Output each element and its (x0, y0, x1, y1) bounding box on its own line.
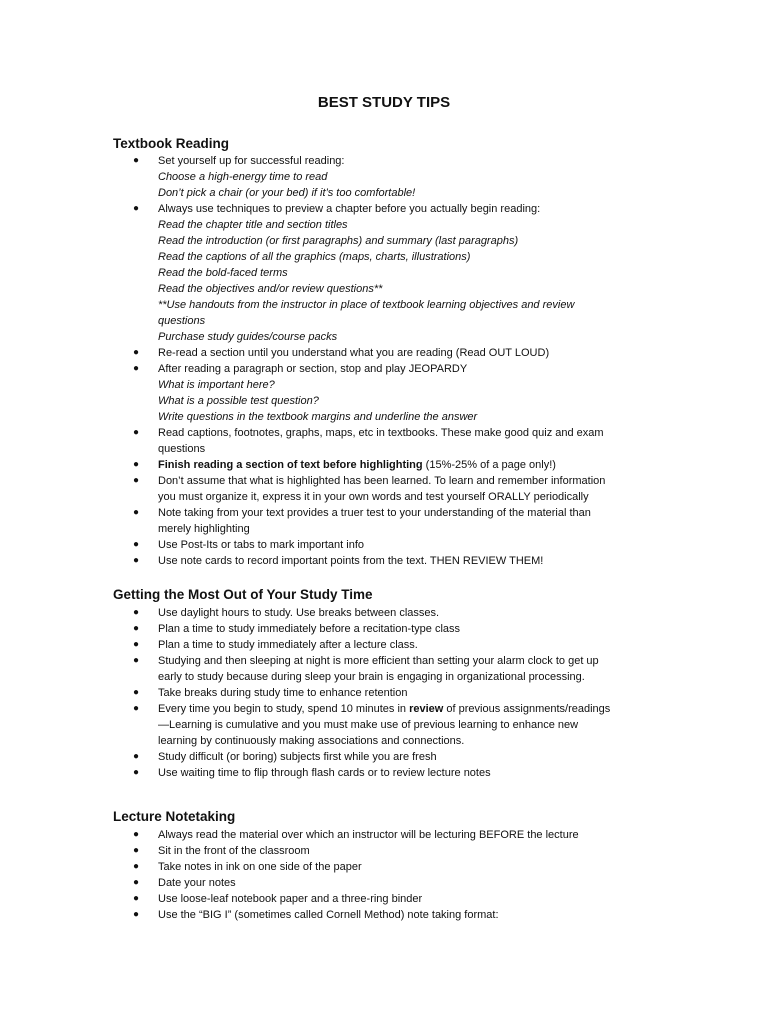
bullet-icon: ● (133, 845, 140, 856)
item-text: Use the “BIG I” (sometimes called Cornell Method) note taking format: (158, 909, 499, 921)
list-item (0, 859, 618, 875)
bullet-icon: ● (133, 363, 140, 374)
list-item (0, 891, 618, 907)
bullet-icon: ● (133, 909, 140, 920)
sub-item: Choose a high-energy time to read (158, 171, 328, 183)
item-text: Every time you begin to study, spend 10 minutes in (158, 703, 410, 715)
textbook-reading-list (0, 153, 618, 569)
list-item (0, 605, 618, 621)
sub-item: Don’t pick a chair (or your bed) if it’s too comfortable! (158, 187, 416, 199)
list-item (0, 701, 618, 749)
item-text: Take notes in ink on one side of the paper (158, 861, 362, 873)
item-text: Use daylight hours to study. Use breaks between classes. (158, 607, 440, 619)
item-text: Date your notes (158, 877, 236, 889)
bullet-icon: ● (133, 475, 140, 486)
item-text: (15%-25% of a page only!) (422, 459, 556, 471)
bullet-icon: ● (133, 829, 140, 840)
sub-item: Read the introduction (or first paragraphs) and summary (last paragraphs) (158, 235, 519, 247)
item-text: Sit in the front of the classroom (158, 845, 310, 857)
bullet-icon: ● (133, 703, 140, 714)
item-text: Use note cards to record important points from the text. THEN REVIEW THEM! (158, 555, 544, 567)
section-heading-study-time: Getting the Most Out of Your Study Time (113, 587, 373, 602)
list-item (0, 907, 618, 923)
sub-item: What is important here? (158, 379, 275, 391)
list-item (0, 425, 618, 457)
bullet-icon: ● (133, 687, 140, 698)
bullet-icon: ● (133, 555, 140, 566)
list-item (0, 553, 618, 569)
item-text: Use loose-leaf notebook paper and a three-ring binder (158, 893, 423, 905)
item-text: Use Post-Its or tabs to mark important info (158, 539, 365, 551)
bullet-icon: ● (133, 893, 140, 904)
bullet-icon: ● (133, 427, 140, 438)
sub-item: Read the bold-faced terms (158, 267, 288, 279)
list-item (0, 765, 618, 781)
list-item (0, 473, 618, 505)
list-item (0, 875, 618, 891)
list-item (0, 361, 618, 377)
item-bold-text: review (409, 703, 444, 715)
sub-item: Read the objectives and/or review questions** (158, 283, 383, 295)
item-text: of previous assignments/readings—Learning is cumulative and you must make use of previous learning to enhance new learning by continuously making associations and connections. (158, 703, 611, 747)
list-item (0, 843, 618, 859)
list-item (0, 153, 618, 169)
list-item (0, 201, 618, 217)
sub-item: Write questions in the textbook margins and underline the answer (158, 411, 478, 423)
sub-item: What is a possible test question? (158, 395, 319, 407)
sub-item: Purchase study guides/course packs (158, 331, 338, 343)
study-time-list (0, 605, 618, 781)
list-item (0, 457, 618, 473)
sub-item: Read the chapter title and section titles (158, 219, 348, 231)
item-text: Set yourself up for successful reading: (158, 155, 345, 167)
item-text: Plan a time to study immediately after a lecture class. (158, 639, 418, 651)
section-heading-textbook-reading: Textbook Reading (113, 136, 230, 151)
list-item (0, 685, 618, 701)
bullet-icon: ● (133, 655, 140, 666)
bullet-icon: ● (133, 539, 140, 550)
lecture-notetaking-list (0, 827, 618, 923)
bullet-icon: ● (133, 347, 140, 358)
list-item (0, 749, 618, 765)
item-text: Take breaks during study time to enhance retention (158, 687, 408, 699)
sub-item: Read the captions of all the graphics (maps, charts, illustrations) (158, 251, 471, 263)
bullet-icon: ● (133, 623, 140, 634)
item-text: Always use techniques to preview a chapter before you actually begin reading: (158, 203, 541, 215)
item-text: Use waiting time to flip through flash cards or to review lecture notes (158, 767, 491, 779)
item-text: Note taking from your text provides a truer test to your understanding of the material than merely highlighting (158, 507, 591, 535)
list-item (0, 827, 618, 843)
bullet-icon: ● (133, 155, 140, 166)
item-text: After reading a paragraph or section, stop and play JEOPARDY (158, 363, 468, 375)
bullet-icon: ● (133, 507, 140, 518)
list-item (0, 637, 618, 653)
section-heading-lecture-notetaking: Lecture Notetaking (113, 809, 236, 824)
bullet-icon: ● (133, 607, 140, 618)
bullet-icon: ● (133, 767, 140, 778)
item-text: Always read the material over which an instructor will be lecturing BEFORE the lecture (158, 829, 579, 841)
list-item (0, 621, 618, 637)
item-text: Read captions, footnotes, graphs, maps, etc in textbooks. These make good quiz and exam questions (158, 427, 604, 455)
bullet-icon: ● (133, 861, 140, 872)
item-text: Studying and then sleeping at night is more efficient than setting your alarm clock to get up early to study because during sleep your brain is engaging in organizational processing. (158, 655, 599, 683)
item-text: Don’t assume that what is highlighted has been learned. To learn and remember information you must organize it, express it in your own words and test yourself ORALLY periodically (158, 475, 606, 503)
item-text: Study difficult (or boring) subjects first while you are fresh (158, 751, 437, 763)
bullet-icon: ● (133, 459, 140, 470)
item-bold-text: Finish reading a section of text before highlighting (158, 459, 423, 471)
item-text: Re-read a section until you understand what you are reading (Read OUT LOUD) (158, 347, 550, 359)
list-item (0, 653, 618, 685)
sub-sub-item: **Use handouts from the instructor in place of textbook learning objectives and review questions (158, 299, 575, 327)
bullet-icon: ● (133, 639, 140, 650)
bullet-icon: ● (133, 877, 140, 888)
item-text: Plan a time to study immediately before a recitation-type class (158, 623, 461, 635)
bullet-icon: ● (133, 751, 140, 762)
list-item (0, 537, 618, 553)
page-title: BEST STUDY TIPS (317, 94, 451, 111)
list-item (0, 505, 618, 537)
list-item (0, 345, 618, 361)
bullet-icon: ● (133, 203, 140, 214)
